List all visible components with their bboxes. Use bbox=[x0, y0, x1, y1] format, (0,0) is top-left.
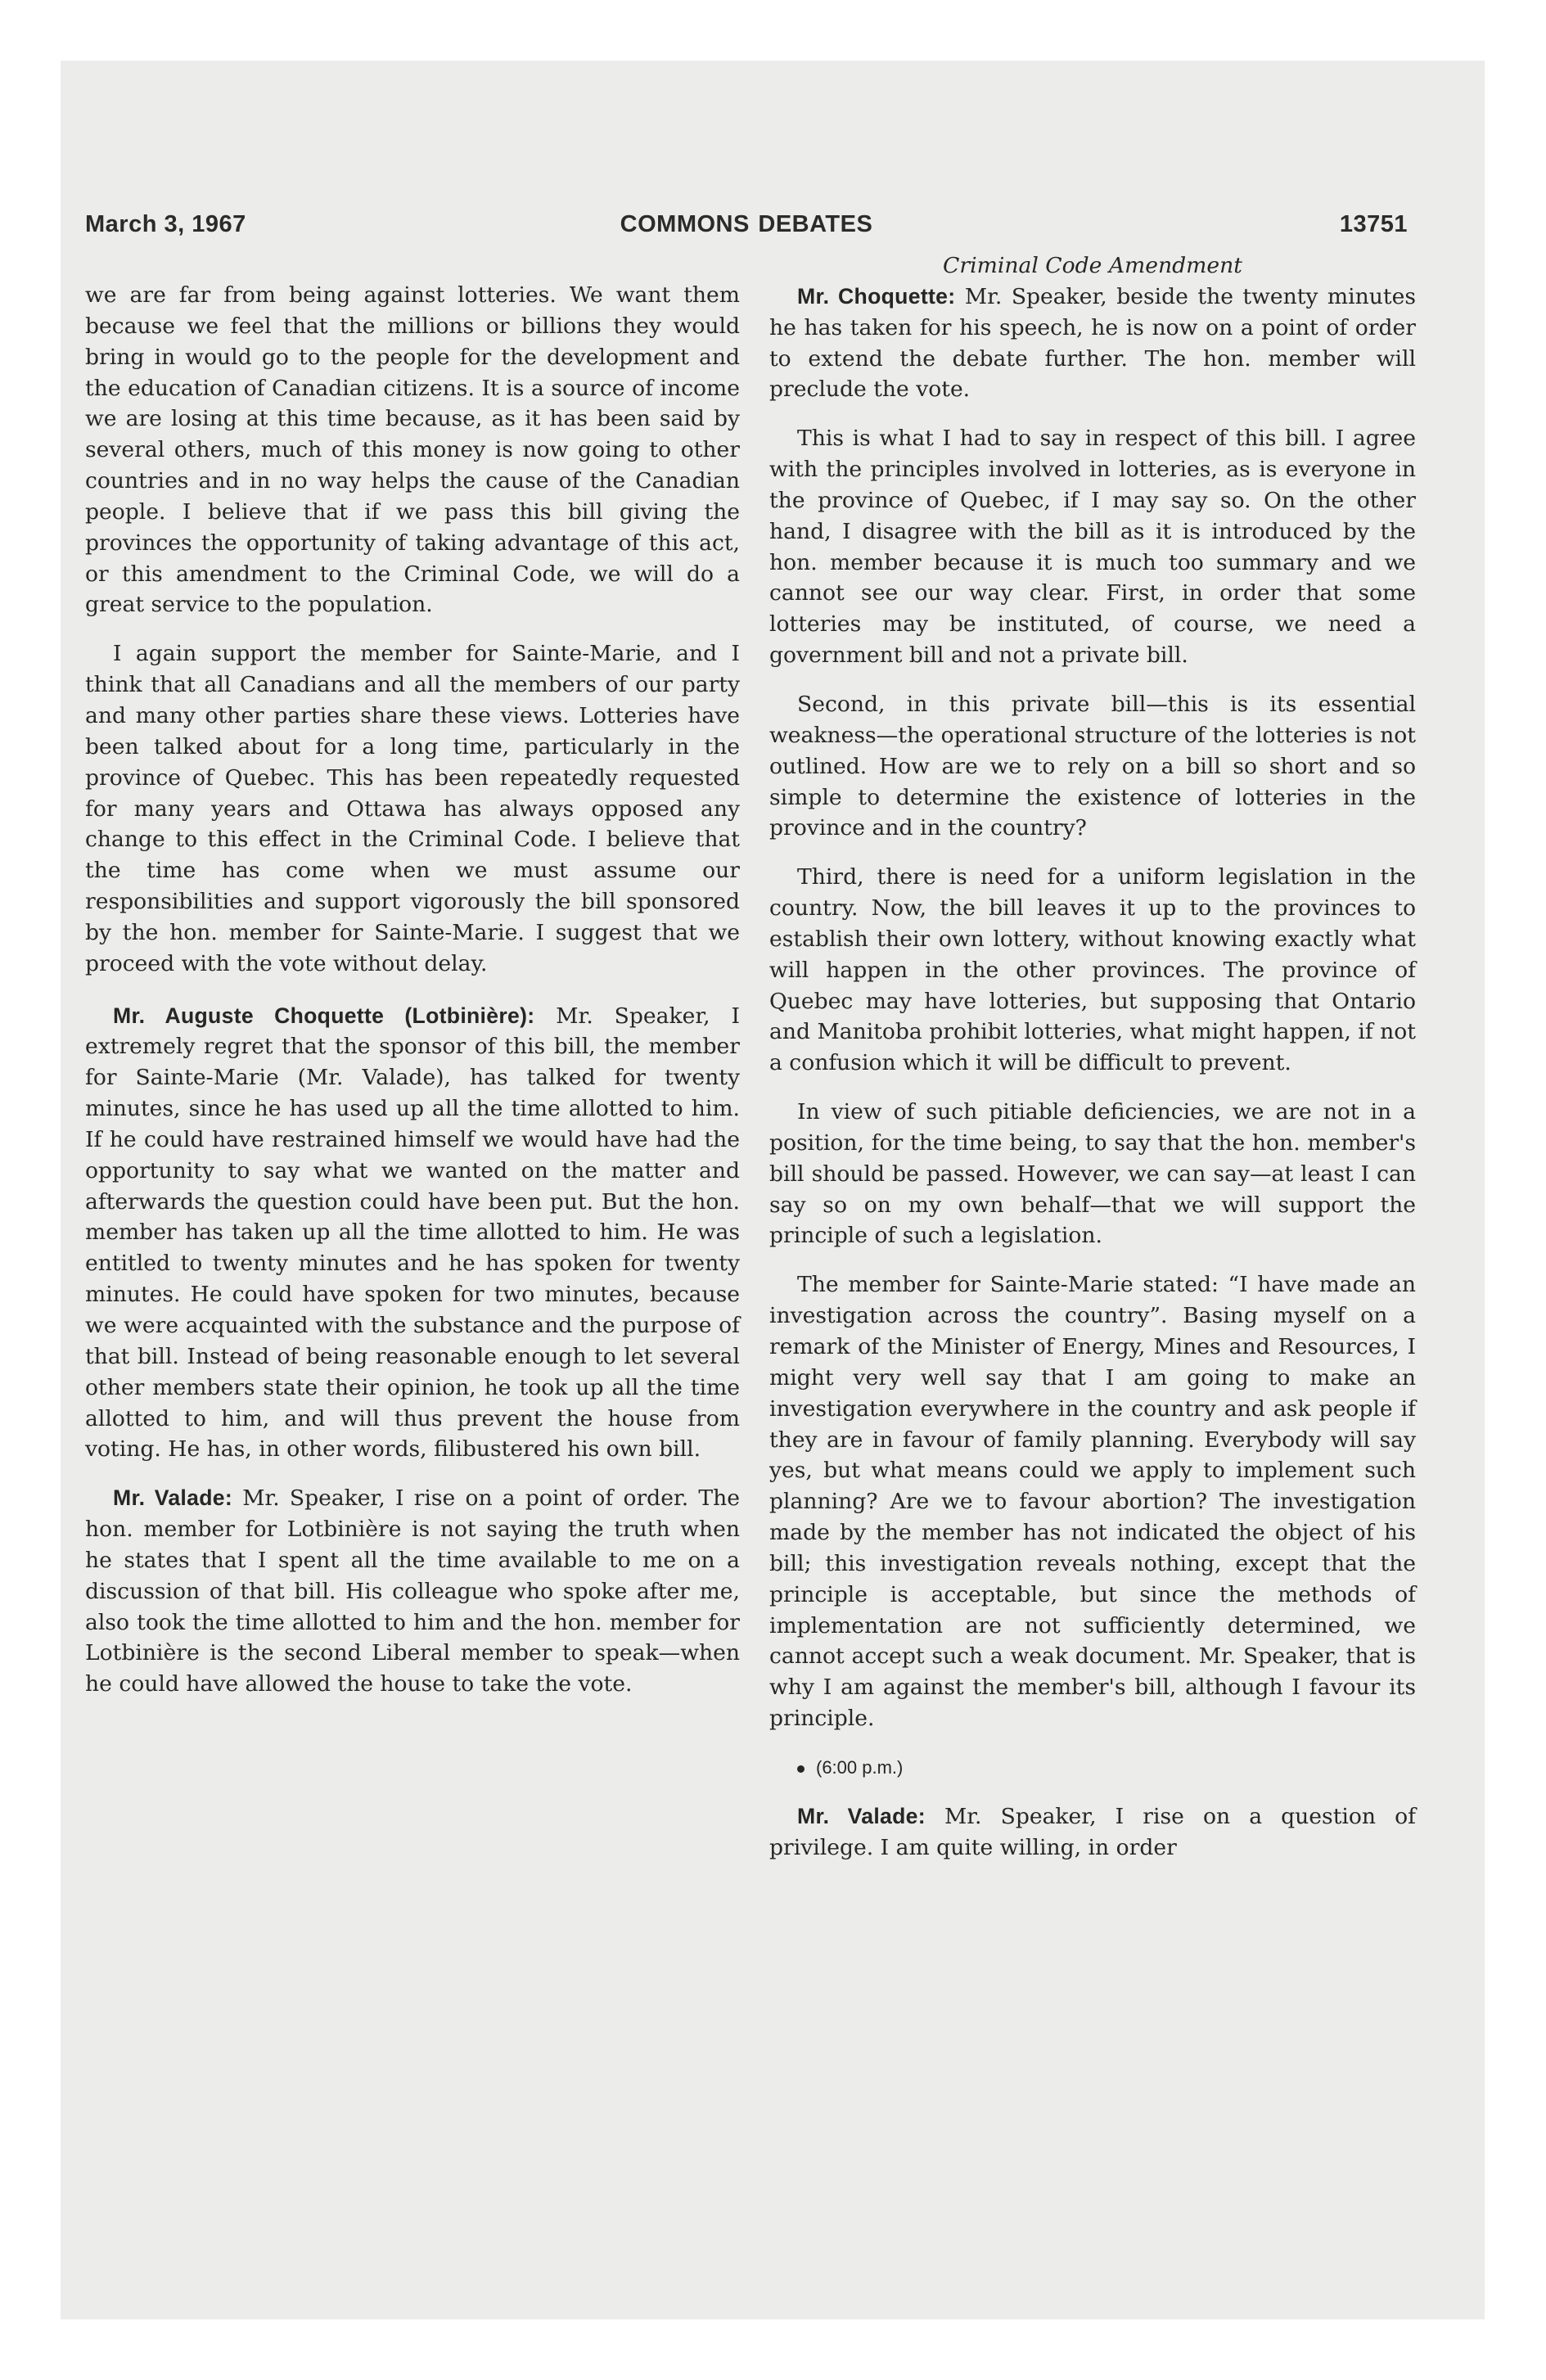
paragraph-text: This is what I had to say in respect of this bill. I agree with the principles involved in lotteries, as is everyone in the province of Quebec, if I may say so. On the other hand, I disagree with the bill as it is introduced by the hon. member because it is much too summary and we cannot see our way clear. First, in order that some lotteries may be instituted, of course, we need a government bill and not a private bill. bbox=[769, 426, 1416, 669]
header-date: March 3, 1967 bbox=[85, 211, 246, 237]
paragraph bbox=[769, 282, 1416, 405]
paragraph bbox=[769, 1269, 1416, 1734]
paragraph-text: Mr. Speaker, beside the twenty minutes he has taken for his speech, he is now on a point of order to extend the debate further. The hon. member will preclude the vote. bbox=[769, 283, 1416, 403]
header-page-number: 13751 bbox=[1339, 211, 1408, 237]
time-marker-text: (6:00 p.m.) bbox=[816, 1756, 904, 1778]
paragraph-text: The member for Sainte-Marie stated: “I have made an investigation across the country”. Basing myself on a remark of the Minister of Energy, Mines and Resources, I might very well say that I am going to make an investigation everywhere in the country and ask people if they are in favour of family planning. Everybody will say yes, but what means could we apply to implement such planning? Are we to favour abortion? The investigation made by the member has not indicated the object of his bill; this investigation reveals nothing, except that the principle is acceptable, but since the methods of implementation are not sufficiently determined, we cannot accept such a weak document. Mr. Speaker, that is why I am against the member's bill, although I favour its principle. bbox=[769, 1272, 1416, 1732]
paragraph bbox=[85, 280, 740, 620]
paragraph-text: Mr. Speaker, I extremely regret that the sponsor of this bill, the member for Sainte-Marie (Mr. Valade), has talked for twenty minutes, since he has used up all the time allotted to him. If he could have restrained himself we would have had the opportunity to say what we wanted on the matter and afterwards the question could have been put. But the hon. member has taken up all the time allotted to him. He was entitled to twenty minutes and he has spoken for twenty minutes. He could have spoken for two minutes, because we were acquainted with the substance and the purpose of that bill. Instead of being reasonable enough to let several other members state their opinion, he took up all the time allotted to him, and will thus prevent the house from voting. He has, in other words, filibustered his own bill. bbox=[85, 1003, 740, 1463]
left-column bbox=[85, 280, 740, 1718]
page-header bbox=[85, 211, 1408, 252]
paragraph bbox=[85, 638, 740, 979]
paragraph bbox=[769, 1097, 1416, 1251]
paragraph-text: I again support the member for Sainte-Marie, and I think that all Canadians and all the members of our party and many other parties share these views. Lotteries have been talked about for a long time, particularly in the province of Quebec. This has been repeatedly requested for many years and Ottawa has always opposed any change to this effect in the Criminal Code. I believe that the time has come when we must assume our responsibilities and support vigorously the bill sponsored by the hon. member for Sainte-Marie. I suggest that we proceed with the vote without delay. bbox=[85, 641, 740, 976]
paragraph bbox=[85, 1483, 740, 1700]
paragraph-text: Mr. Speaker, I rise on a question of privilege. I am quite willing, in order bbox=[769, 1803, 1416, 1860]
header-publication-title: COMMONS DEBATES bbox=[620, 211, 873, 237]
paragraph-text: Third, there is need for a uniform legislation in the country. Now, the bill leaves it up to the provinces to establish their own lottery, without knowing exactly what will happen in the other provinces. The province of Quebec may have lotteries, but supposing that Ontario and Manitoba prohibit lotteries, what might happen, if not a confusion which it will be difficult to prevent. bbox=[769, 864, 1416, 1076]
paragraph bbox=[769, 1801, 1416, 1864]
paragraph bbox=[769, 423, 1416, 671]
section-title: Criminal Code Amendment bbox=[943, 253, 1242, 278]
paragraph-text: In view of such pitiable deficiencies, we are not in a position, for the time being, to say that the hon. member's bill should be passed. However, we can say—at least I can say so on my own behalf—that we will support the principle of such a legislation. bbox=[769, 1099, 1416, 1249]
paragraph bbox=[85, 1001, 740, 1466]
speaker-name: Mr. Auguste Choquette (Lotbinière): bbox=[113, 1003, 535, 1028]
speaker-name: Mr. Choquette: bbox=[797, 283, 956, 309]
paragraph-text: we are far from being against lotteries. We want them because we feel that the millions or billions they would bring in would go to the people for the development and the education of Canadian citizens. It is a source of income we are losing at this time because, as it has been said by several others, much of this money is now going to other countries and in no way helps the cause of the Canadian people. I believe that if we pass this bill giving the provinces the opportunity of taking advantage of this act, or this amendment to the Criminal Code, we will do a great service to the population. bbox=[85, 282, 740, 618]
paragraph bbox=[769, 862, 1416, 1079]
time-marker bbox=[769, 1752, 1416, 1783]
paragraph-text: Second, in this private bill—this is its essential weakness—the operational structure of the lotteries is not outlined. How are we to rely on a bill so short and so simple to determine the existence of lotteries in the province and in the country? bbox=[769, 691, 1416, 841]
speaker-name: Mr. Valade: bbox=[797, 1803, 926, 1828]
bullet-icon bbox=[797, 1765, 805, 1773]
paragraph bbox=[769, 689, 1416, 844]
right-column bbox=[769, 250, 1416, 1882]
speaker-name: Mr. Valade: bbox=[113, 1485, 232, 1511]
paragraph-text: Mr. Speaker, I rise on a point of order. The hon. member for Lotbinière is not saying the truth when he states that I spent all the time available to me on a discussion of that bill. His colleague who spoke after me, also took the time allotted to him and the hon. member for Lotbinière is the second Liberal member to speak—when he could have allowed the house to take the vote. bbox=[85, 1485, 740, 1697]
